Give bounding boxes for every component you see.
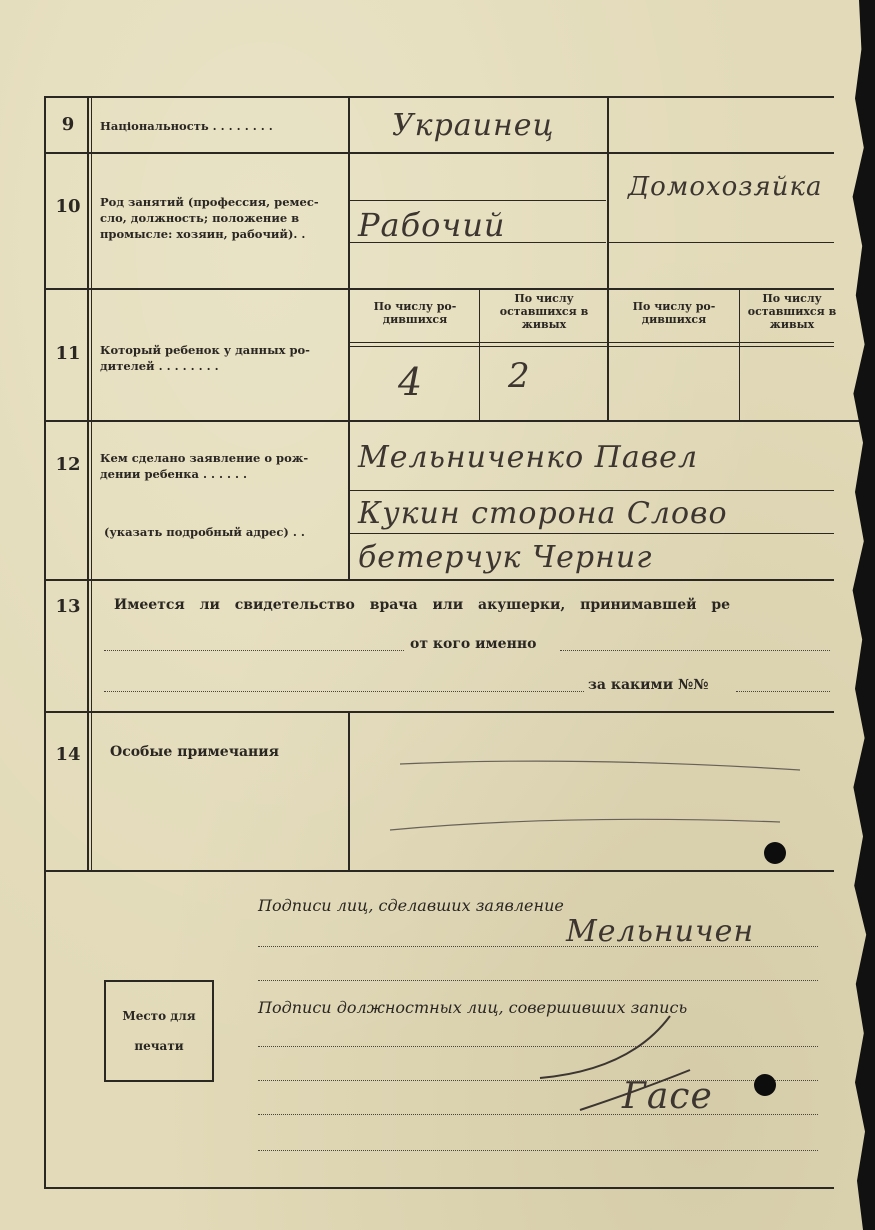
certificate-line-1a	[104, 650, 404, 651]
r10-rule-3	[609, 242, 834, 243]
officials-signature-stroke	[520, 1010, 700, 1120]
mother-living-header: По числу оставшихся в живых	[747, 292, 837, 331]
occupation-label-line-3: промысле: хозяин, рабочий). .	[100, 227, 306, 241]
row-separator-14	[44, 870, 834, 872]
officials-signature-label: Подписи должностных лиц, совершивших запись	[258, 998, 688, 1017]
r12-rule-2	[350, 533, 834, 534]
father-born-header: По числу ро- дившихся	[373, 300, 457, 326]
officials-signature: Гасе	[622, 1076, 713, 1117]
applicants-signature-label: Подписи лиц, сделавших заявление	[258, 896, 564, 915]
r10-rule-1	[350, 200, 606, 201]
special-notes-strokes	[380, 752, 820, 842]
row-number-10: 10	[55, 196, 81, 217]
label-column-rule	[348, 96, 350, 580]
special-notes-label: Особые примечания	[110, 744, 279, 760]
r11-subcolumn-rule-1	[479, 290, 480, 420]
label-column-rule-r14	[348, 712, 350, 870]
number-column-rule-2	[91, 96, 92, 870]
declarant-entry-line-2: Кукин сторона Слово	[358, 496, 728, 531]
stamp-line-1: Место для	[122, 1009, 196, 1023]
certificate-line-1b	[560, 650, 830, 651]
declarant-label-line-2: дении ребенка . . . . . .	[100, 467, 248, 481]
row-separator-10	[44, 288, 834, 290]
row-separator-12	[44, 579, 834, 581]
father-born-count: 4	[398, 360, 424, 404]
child-order-label	[100, 342, 345, 374]
row-separator-9	[44, 152, 834, 154]
stamp-line-2: печати	[134, 1039, 184, 1053]
row-number-11: 11	[55, 343, 81, 364]
punch-hole-2	[754, 1074, 776, 1096]
mother-born-header: По числу ро- дившихся	[632, 300, 716, 326]
parent-column-rule	[607, 96, 609, 420]
r11-header-rule	[350, 342, 834, 343]
table-top-border	[44, 96, 834, 98]
father-living-header: По числу оставшихся в живых	[499, 292, 589, 331]
applicants-signature-line-2	[258, 980, 818, 981]
address-label: (указать подробный адрес) . .	[104, 525, 305, 539]
father-occupation-entry: Рабочий	[358, 206, 506, 244]
row-number-12: 12	[55, 454, 81, 475]
declarant-label	[100, 450, 345, 482]
officials-signature-line-4	[258, 1150, 818, 1151]
table-bottom-border	[44, 1187, 834, 1189]
father-living-count: 2	[508, 356, 531, 396]
row-number-14: 14	[55, 744, 81, 765]
declarant-entry-line-1: Мельниченко Павел	[358, 440, 699, 475]
certificate-line-2b	[736, 691, 830, 692]
table-left-border	[44, 96, 46, 1188]
occupation-label-line-1: Род занятий (профессия, ремес-	[100, 195, 319, 209]
declarant-label-line-1: Кем сделано заявление о рож-	[100, 451, 309, 465]
applicants-signature: Мельничен	[566, 914, 755, 949]
child-order-label-line-2: дителей . . . . . . . .	[100, 359, 219, 373]
child-order-label-line-1: Который ребенок у данных ро-	[100, 343, 310, 357]
declarant-entry-line-3: бетерчук Черниг	[358, 540, 653, 575]
row-separator-11	[44, 420, 864, 422]
stamp-area	[104, 980, 214, 1082]
r12-rule-1	[350, 490, 834, 491]
row-separator-13	[44, 711, 834, 713]
row-number-13: 13	[55, 596, 81, 617]
which-numbers-label: за какими №№	[588, 677, 709, 693]
certificate-question: Имеется ли свидетельство врача или акушерки, принимавшей ре	[114, 597, 731, 613]
mother-occupation-entry: Домохозяйка	[628, 172, 823, 202]
certificate-line-2a	[104, 691, 584, 692]
r11-header-rule-2	[350, 346, 834, 347]
r11-subcolumn-rule-2	[739, 290, 740, 420]
occupation-label-line-2: сло, должность; положение в	[100, 211, 300, 225]
nationality-label: Національность . . . . . . . .	[100, 119, 273, 133]
row-number-9: 9	[61, 114, 75, 135]
nationality-entry: Украинец	[392, 108, 555, 143]
punch-hole-1	[764, 842, 786, 864]
from-whom-label: от кого именно	[410, 636, 537, 652]
occupation-label	[100, 194, 345, 242]
